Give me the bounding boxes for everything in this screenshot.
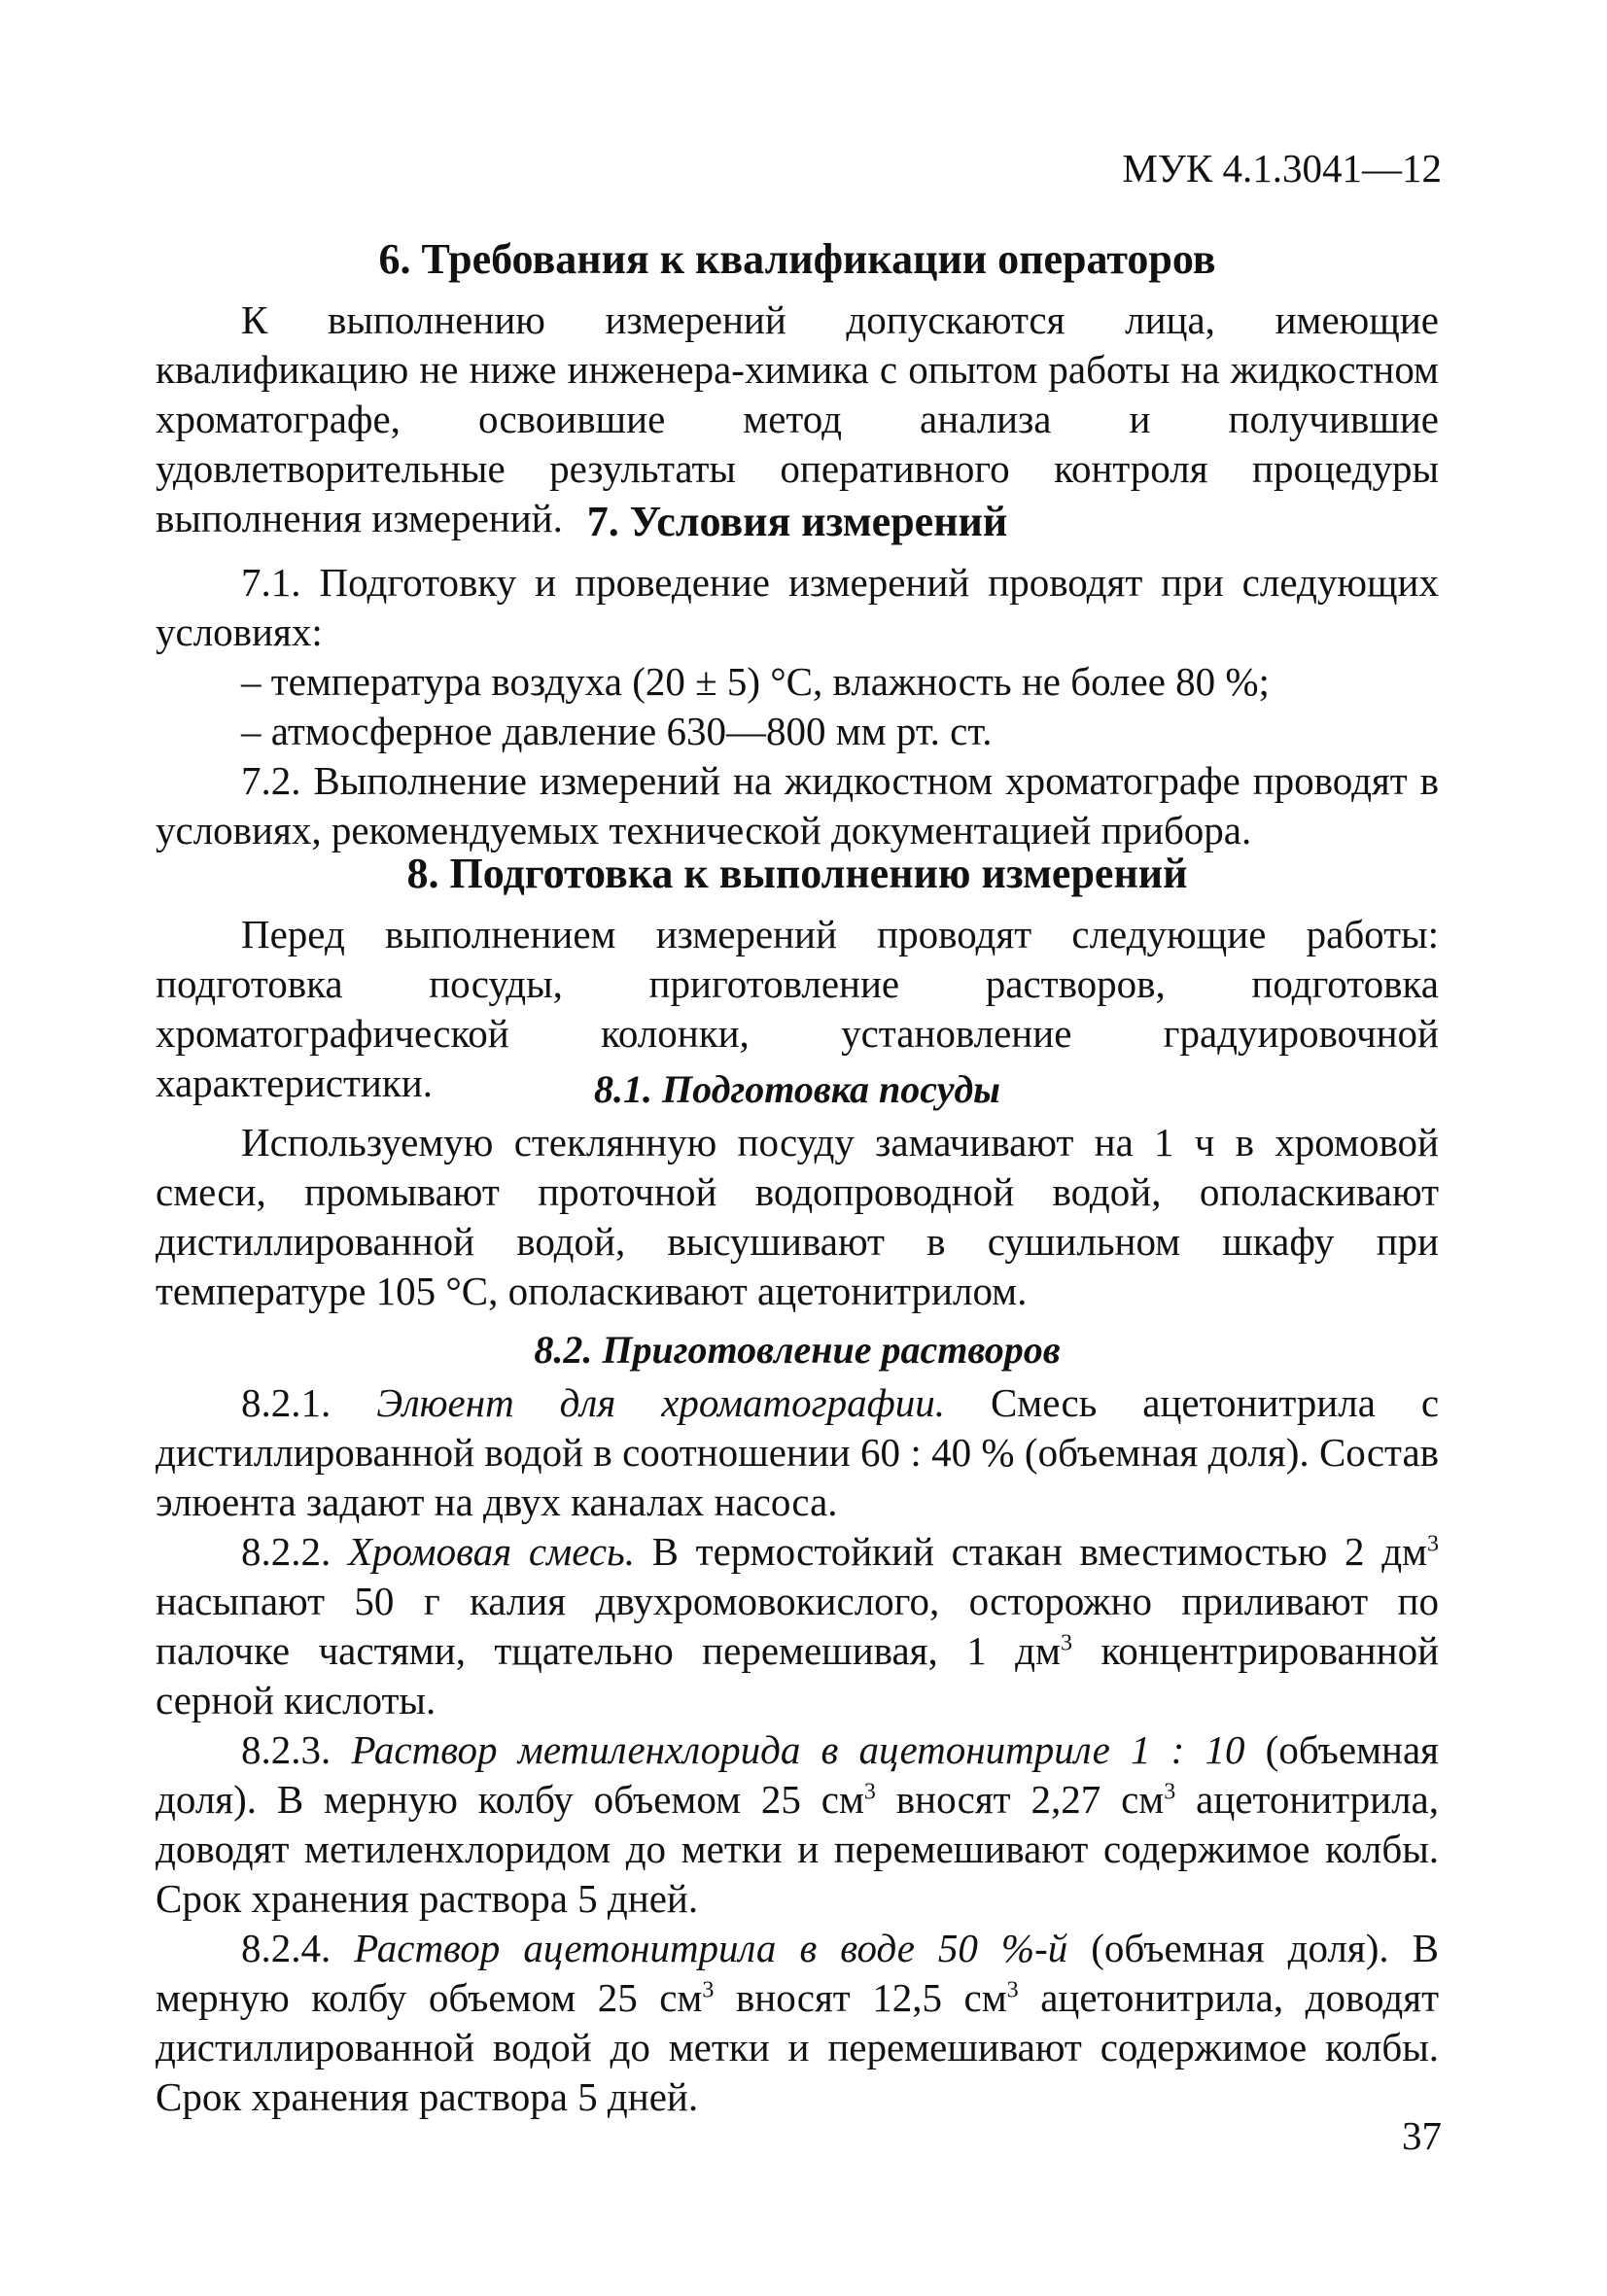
section-8-2-3-sup-1: 3 <box>863 1779 876 1805</box>
section-8-2-3-name: Раствор метиленхлорида в ацетонитриле 1 : 10 <box>351 1727 1245 1772</box>
section-8-2-4-sup-1: 3 <box>702 1977 715 2003</box>
section-8-2-2 <box>156 1527 1439 1725</box>
section-8-2-2-sup-1: 3 <box>1427 1531 1440 1557</box>
section-7-body <box>156 558 1439 855</box>
section-6-title: 6. Требования к квалификации операторов <box>378 235 1216 283</box>
section-8-2-body <box>156 1378 1439 2122</box>
section-8-1-title: 8.1. Подготовка посуды <box>594 1067 1000 1111</box>
section-8-2-1-text: Смесь ацетонитрила с дистиллированной водой в соотношении 60 : 40 % (объемная доля). Состав элюента задают на двух каналах насоса. <box>156 1380 1440 1524</box>
section-8-2-4-sup-2: 3 <box>1006 1977 1019 2003</box>
section-8-2-3-text-a: (объемная доля). В мерную колбу объемом 25 см <box>156 1727 1440 1822</box>
section-8-2-3-sup-2: 3 <box>1164 1779 1176 1805</box>
section-8-2-4-text-a: (объемная доля). В мерную колбу объемом 25 см <box>156 1926 1440 2020</box>
section-8-2-4-text-c: ацетонитрила, доводят дистиллированной водой до метки и перемешивают содержимое колбы. Срок хранения раствора 5 дней. <box>156 1975 1439 2119</box>
section-7-1-intro: 7.1. Подготовку и проведение измерений проводят при следующих условиях: <box>156 560 1439 654</box>
section-8-2-1-name: Элюент для хроматографии. <box>376 1380 945 1425</box>
section-7-1-item-temperature: – температура воздуха (20 ± 5) °С, влажность не более 80 %; <box>241 659 1270 704</box>
section-8-2-1-num: 8.2.1. <box>241 1380 332 1425</box>
document-code-header: МУК 4.1.3041—12 <box>1122 146 1442 191</box>
section-8-2-3-text-c: ацетонитрила, доводят метиленхлоридом до метки и перемешивают содержимое колбы. Срок хранения раствора 5 дней. <box>156 1777 1439 1921</box>
section-7-2: 7.2. Выполнение измерений на жидкостном хроматографе проводят в условиях, рекомендуемых технической документацией прибора. <box>156 758 1439 852</box>
section-8-2-2-text-c: концентрированной серной кислоты. <box>156 1628 1440 1722</box>
section-8-2-3 <box>156 1725 1439 1924</box>
section-8-1-body <box>156 1118 1439 1316</box>
section-8-2-4-num: 8.2.4. <box>241 1926 332 1970</box>
section-6-paragraph: К выполнению измерений допускаются лица, имеющие квалификацию не ниже инженера-химика с опытом работы на жидкостном хроматографе, освоившие метод анализа и получившие удовлетворительные результаты оперативного контроля процедуры выполнения измерений. <box>156 297 1439 540</box>
section-8-title: 8. Подготовка к выполнению измерений <box>406 850 1188 897</box>
section-8-2-4-text-b: вносят 12,5 см <box>714 1975 1007 2020</box>
section-8-2-2-name: Хромовая смесь. <box>347 1529 635 1574</box>
section-8-2-1 <box>156 1378 1439 1527</box>
section-8-2-4 <box>156 1924 1439 2122</box>
section-8-2-3-num: 8.2.3. <box>241 1727 332 1772</box>
section-7-1-item-pressure: – атмосферное давление 630—800 мм рт. ст. <box>241 709 993 753</box>
section-8-2-2-text-a: В термостойкий стакан вместимостью 2 дм <box>651 1529 1428 1574</box>
section-8-1-text: Используемую стеклянную посуду замачивают на 1 ч в хромовой смеси, промывают проточной водопроводной водой, ополаскивают дистиллированной водой, высушивают в сушильном шкафу при температуре 105 °С, ополаскивают ацетонитрилом. <box>156 1120 1439 1313</box>
section-8-2-2-num: 8.2.2. <box>241 1529 332 1574</box>
page-number: 37 <box>1402 2113 1442 2158</box>
section-7-title: 7. Условия измерений <box>586 498 1008 545</box>
section-8-2-2-sup-2: 3 <box>1061 1630 1072 1656</box>
section-8-intro: Перед выполнением измерений проводят следующие работы: подготовка посуды, приготовление растворов, подготовка хроматографической колонки, установление градуировочной характеристики. <box>156 912 1439 1105</box>
section-8-2-3-text-b: вносят 2,27 см <box>875 1777 1165 1822</box>
section-8-2-4-name: Раствор ацетонитрила в воде 50 %-й <box>354 1926 1068 1970</box>
section-8-2-2-text-b: насыпают 50 г калия двухромовокислого, осторожно приливают по палочке частями, тщательно перемешивая, 1 дм <box>156 1579 1439 1673</box>
section-8-2-title: 8.2. Приготовление растворов <box>534 1328 1061 1372</box>
